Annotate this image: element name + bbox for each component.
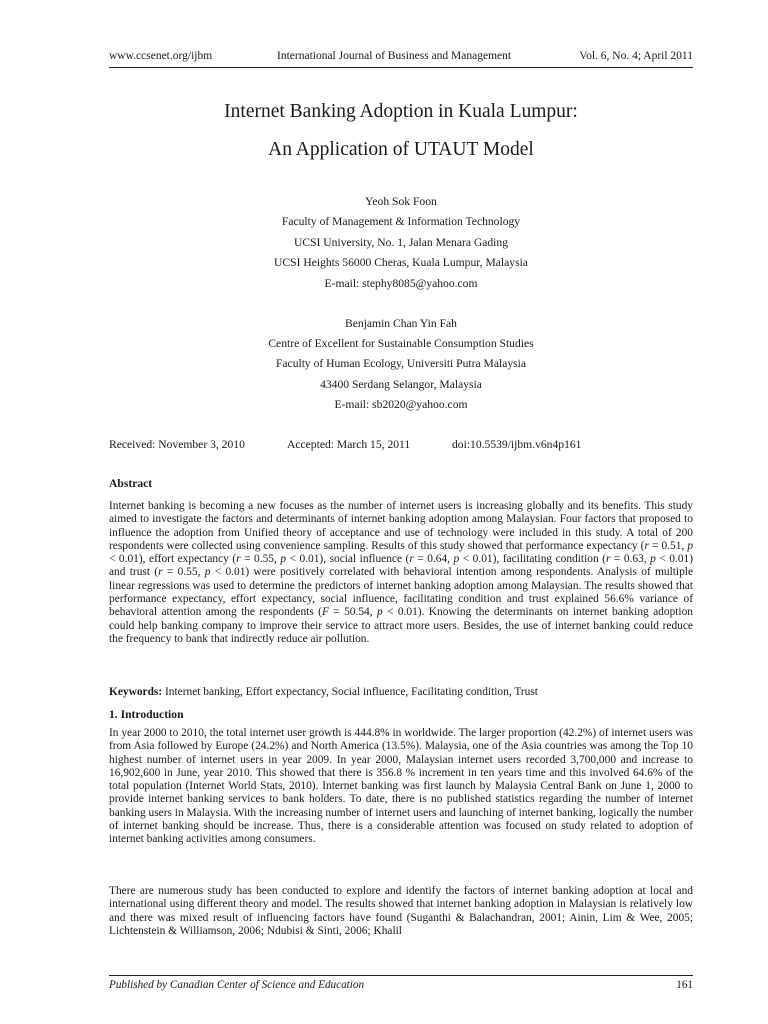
- author-2-address: 43400 Serdang Selangor, Malaysia: [320, 378, 482, 391]
- doi-link[interactable]: doi:10.5539/ijbm.v6n4p161: [452, 438, 582, 451]
- keywords-text: Internet banking, Effort expectancy, Social influence, Facilitating condition, Trust: [162, 686, 538, 698]
- volume-info: Vol. 6, No. 4; April 2011: [579, 50, 693, 62]
- paper-title-line-2: An Application of UTAUT Model: [268, 139, 534, 160]
- publisher-footer: Published by Canadian Center of Science and Education: [109, 979, 365, 991]
- publication-dates: [109, 438, 693, 454]
- author-2-centre: Centre of Excellent for Sustainable Consumption Studies: [268, 337, 534, 350]
- footer-rule: [109, 975, 693, 976]
- author-1-faculty: Faculty of Management & Information Technology: [281, 215, 521, 228]
- introduction-paragraph-1: In year 2000 to 2010, the total internet user growth is 444.8% in worldwide. The larger proportion (42.2%) of internet users was from Asia followed by Europe (24.2%) and North America (13.5%). Malaysia, one of the Asia countries was among the Top 10 highest number of internet users in year 2009. In year 2000, Malaysian internet users recorded 3,700,000 and increase to 16,902,600 in June, year 2010. This showed that there is 356.8 % increment in ten years time and this involved 64.6% of the total population (Internet World Stats, 2010). Internet banking was first launch by Malaysia Central Bank on June 1, 2000 to provide internet banking services to bank holders. To date, there is no published statistics regarding the number of internet banking users in Malaysia. With the increasing number of internet users and launching of internet banking, logically the number of internet banking should be increase. Thus, there is a considerable attention was focused on study related to adoption of internet banking activities among consumers.: [109, 727, 693, 846]
- header-rule: [109, 67, 693, 68]
- author-2-faculty: Faculty of Human Ecology, Universiti Putra Malaysia: [275, 357, 527, 370]
- abstract-text: Internet banking is becoming a new focuses as the number of internet users is increasing globally and its benefits. This study aimed to investigate the factors and determinants of internet banking adoption among Malaysian. Four factors that proposed to influence the adoption from Unified theory of acceptance and use of technology were included in this study. A total of 200 respondents were collected using convenience sampling. Results of this study showed that performance expectancy (r = 0.51, p < 0.01), effort expectancy (r = 0.55, p < 0.01), social influence (r = 0.64, p < 0.01), facilitating condition (r = 0.63, p < 0.01) and trust (r = 0.55, p < 0.01) were positively correlated with behavioral intention among respondents. Analysis of multiple linear regressions was used to determine the predictors of internet banking adoption among Malaysian. The results showed that performance expectancy, effort expectancy, social influence, facilitating condition and trust explained 56.6% variance of behavioral attention among the respondents (F = 50.54, p < 0.01). Knowing the determinants on internet banking adoption could help banking company to improve their service to attract more users. Besides, the use of internet banking could reduce the frequency to bank that indirectly reduce air pollution.: [109, 500, 694, 645]
- page-number: 161: [676, 979, 693, 991]
- keywords-label: Keywords:: [109, 686, 163, 698]
- author-1-email: E-mail: stephy8085@yahoo.com: [324, 277, 478, 290]
- author-1-address-1: UCSI University, No. 1, Jalan Menara Gading: [293, 236, 508, 249]
- running-header: [109, 50, 693, 66]
- accepted-date: Accepted: March 15, 2011: [287, 438, 411, 451]
- journal-url: www.ccsenet.org/ijbm: [109, 50, 213, 62]
- abstract-heading: Abstract: [109, 477, 153, 490]
- received-date: Received: November 3, 2010: [109, 438, 245, 451]
- author-2-name: Benjamin Chan Yin Fah: [345, 317, 457, 330]
- introduction-heading: 1. Introduction: [109, 708, 184, 721]
- author-2-email: E-mail: sb2020@yahoo.com: [334, 398, 468, 411]
- introduction-paragraph-2: There are numerous study has been conducted to explore and identify the factors of internet banking adoption at local and international using different theory and model. The results showed that internet banking adoption in Malaysian is relatively low and there was mixed result of influencing factors have found (Suganthi & Balachandran, 2001; Ainin, Lim & Wee, 2005; Lichtenstein & Williamson, 2006; Ndubisi & Sinti, 2006; Khalil: [109, 885, 693, 937]
- journal-name: International Journal of Business and Management: [277, 50, 512, 62]
- author-1-name: Yeoh Sok Foon: [365, 195, 437, 208]
- keywords-line: [109, 686, 693, 699]
- paper-title-line-1: Internet Banking Adoption in Kuala Lumpur:: [224, 101, 578, 122]
- author-1-address-2: UCSI Heights 56000 Cheras, Kuala Lumpur, Malaysia: [274, 256, 528, 269]
